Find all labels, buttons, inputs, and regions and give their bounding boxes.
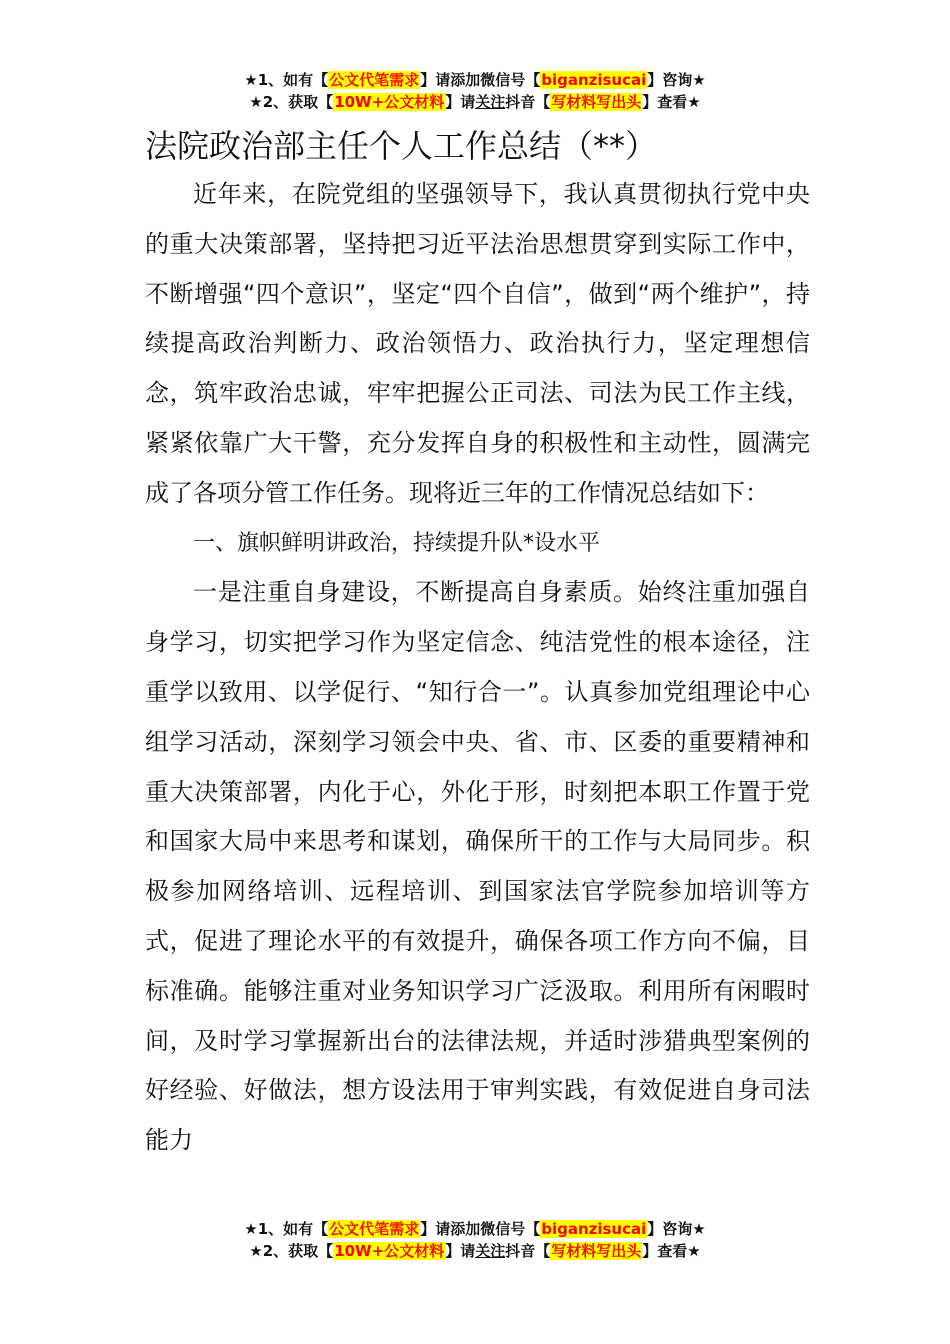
banner-line-2: ★2、获取【10W+公文材料】请关注抖音【写材料写出头】查看★ [249, 1242, 701, 1260]
banner-line-1: ★1、如有【公文代笔需求】请添加微信号【biganzisucai】咨询★ [244, 1220, 706, 1238]
banner-line-2: ★2、获取【10W+公文材料】请关注抖音【写材料写出头】查看★ [249, 93, 701, 111]
intro-paragraph: 近年来，在院党组的坚强领导下，我认真贯彻执行党中央的重大决策部署，坚持把习近平法治思想贯穿到实际工作中，不断增强“四个意识”，坚定“四个自信”，做到“两个维护”，持续提高政治判断力、政治领悟力、政治执行力，坚定理想信念，筑牢政治忠诚，牢牢把握公正司法、司法为民工作主线，紧紧依靠广大干警，充分发挥自身的积极性和主动性，圆满完成了各项分管工作任务。现将近三年的工作情况总结如下： [145, 180, 810, 507]
highlight-materials: 10W+公文材料 [334, 1242, 445, 1260]
bottom-banner [0, 1218, 950, 1262]
highlight-materials: 10W+公文材料 [334, 93, 445, 111]
section-heading: 一、旗帜鲜明讲政治，持续提升队*设水平 [193, 530, 601, 556]
body-paragraph: 一是注重自身建设，不断提高自身素质。始终注重加强自身学习，切实把学习作为坚定信念、纯洁党性的根本途径，注重学以致用、以学促行、“知行合一”。认真参加党组理论中心组学习活动，深刻学习领会中央、省、市、区委的重要精神和重大决策部署，内化于心，外化于形，时刻把本职工作置于党和国家大局中来思考和谋划，确保所干的工作与大局同步。积极参加网络培训、远程培训、到国家法官学院参加培训等方式，促进了理论水平的有效提升，确保各项工作方向不偏，目标准确。能够注重对业务知识学习广泛汲取。利用所有闲暇时间，及时学习掌握新出台的法律法规，并适时涉猎典型案例的好经验、好做法，想方设法用于审判实践，有效促进自身司法能力 [145, 578, 810, 1155]
highlight-service: 公文代笔需求 [329, 1220, 420, 1238]
document-body [145, 122, 810, 1166]
highlight-douyin: 写材料写出头 [551, 93, 642, 111]
highlight-service: 公文代笔需求 [329, 71, 420, 89]
top-banner [0, 69, 950, 113]
highlight-douyin: 写材料写出头 [551, 1242, 642, 1260]
highlight-wechat-id: biganzisucai [541, 71, 647, 89]
page-title: 法院政治部主任个人工作总结（**） [145, 127, 658, 165]
highlight-wechat-id: biganzisucai [541, 1220, 647, 1238]
banner-line-1: ★1、如有【公文代笔需求】请添加微信号【biganzisucai】咨询★ [244, 71, 706, 89]
